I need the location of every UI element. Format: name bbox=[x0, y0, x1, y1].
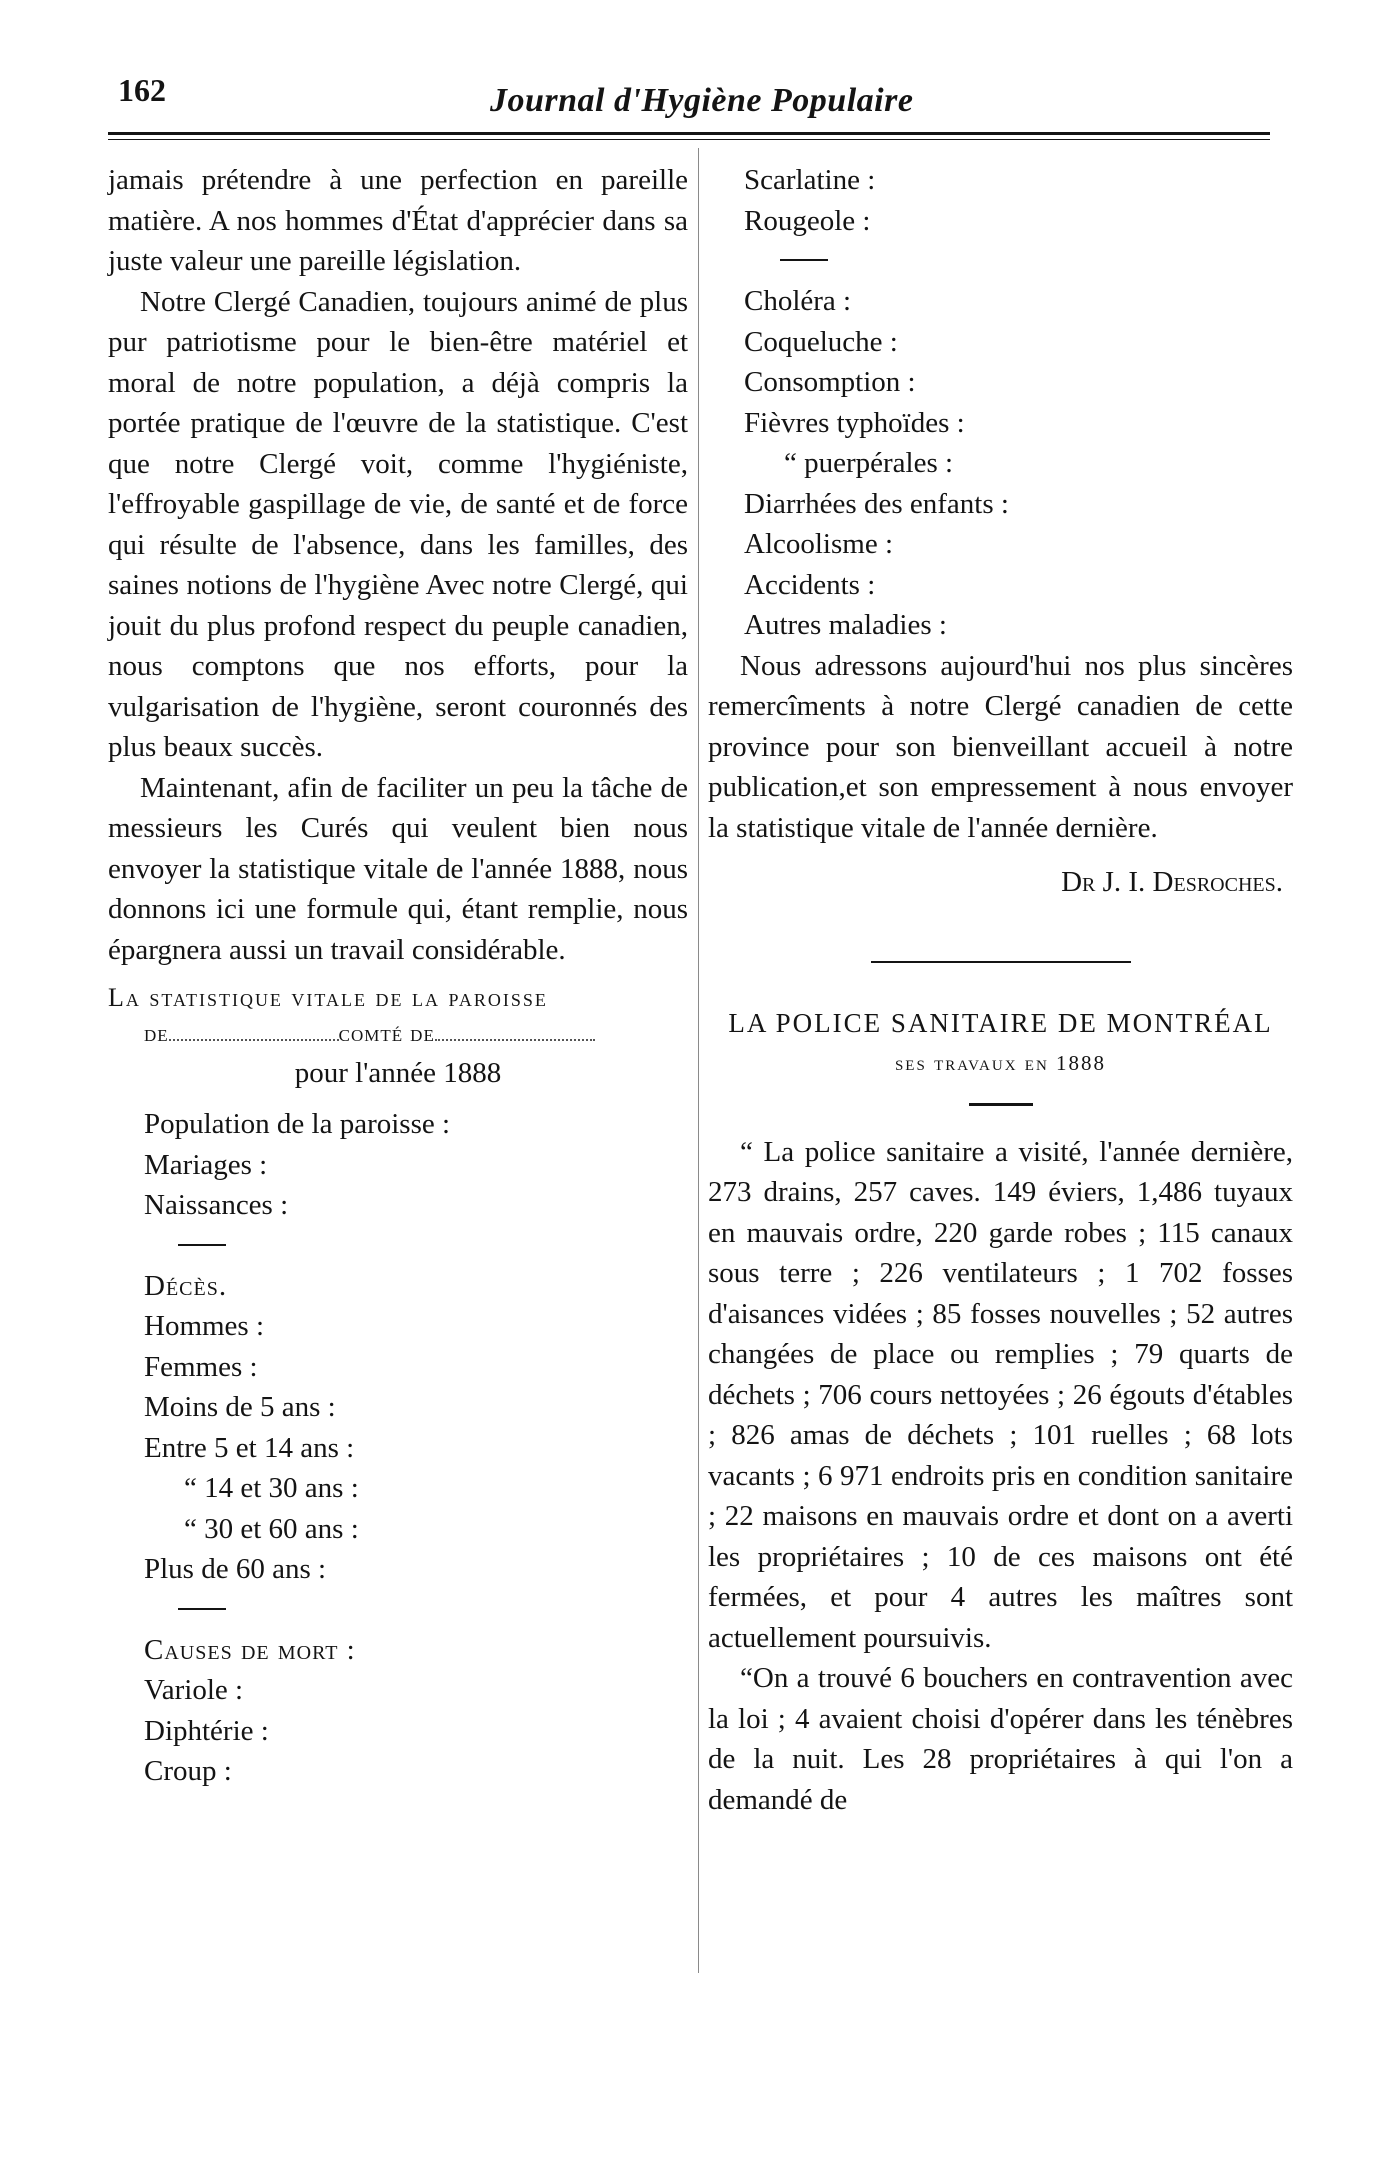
form-field: “ puerpérales : bbox=[784, 447, 954, 479]
form-field: Consomption : bbox=[744, 366, 916, 398]
form-field: Variole : bbox=[144, 1674, 244, 1706]
paragraph: Notre Clergé Canadien, toujours animé de plus pur patriotisme pour le bien-être matériel et moral de notre population, a déjà compris la portée pratique de l'œuvre de la statistique. C'est que notre Clergé voit, comme l'hygiéniste, l'effroyable gaspillage de vie, de santé et de force qui résulte de l'absence, dans les familles, des saines notions de l'hygiène Avec notre Clergé, qui jouit du plus profond respect du peuple canadien, nous comptons que nos efforts, pour la vulgarisation de l'hygiène, seront couronnés des plus beaux succès. bbox=[108, 285, 688, 763]
form-fields bbox=[108, 1104, 688, 1226]
form-field: Rougeole : bbox=[744, 204, 871, 237]
form-field: Naissances : bbox=[144, 1189, 289, 1221]
header-rule-thick bbox=[108, 132, 1270, 135]
form-fields-causes-continued bbox=[708, 160, 1293, 241]
form-fields-deaths bbox=[108, 1266, 688, 1590]
form-field: Alcoolisme : bbox=[744, 528, 894, 560]
form-field: Autres maladies : bbox=[744, 609, 947, 641]
form-field: Plus de 60 ans : bbox=[144, 1553, 327, 1585]
page-number: 162 bbox=[118, 72, 166, 108]
form-year: pour l'année 1888 bbox=[294, 1057, 502, 1089]
right-column bbox=[708, 160, 1293, 1820]
form-fields-diseases bbox=[708, 281, 1293, 646]
form-field: Diphtérie : bbox=[144, 1714, 269, 1747]
form-section-label: Causes de mort : bbox=[144, 1633, 356, 1666]
form-fields-causes bbox=[108, 1630, 688, 1792]
article-subtitle: ses travaux en 1888 bbox=[894, 1050, 1107, 1075]
form-field: “ 30 et 60 ans : bbox=[184, 1512, 359, 1545]
left-column bbox=[108, 160, 688, 1792]
form-field: Scarlatine : bbox=[744, 164, 876, 196]
paragraph: Nous adressons aujourd'hui nos plus sincères remercîments à notre Clergé canadien de cette province pour son bienveillant accueil à notre publication,et son empressement à nous envoyer la statistique vitale de l'année dernière. bbox=[708, 649, 1293, 844]
form-section-label: Décès. bbox=[144, 1269, 228, 1302]
form-field: Choléra : bbox=[744, 285, 852, 317]
form-field: Croup : bbox=[144, 1755, 232, 1787]
blank-field bbox=[169, 1039, 339, 1041]
form-parish-line bbox=[108, 1016, 688, 1052]
form-de-label: de bbox=[144, 1021, 169, 1047]
form-field: Coqueluche : bbox=[744, 325, 898, 358]
dash-separator bbox=[178, 1608, 226, 1610]
signature: Dr J. I. Desroches. bbox=[1061, 866, 1283, 898]
form-field: Entre 5 et 14 ans : bbox=[144, 1431, 355, 1464]
form-field: “ 14 et 30 ans : bbox=[184, 1472, 359, 1504]
form-field: Moins de 5 ans : bbox=[144, 1391, 336, 1423]
form-field: Fièvres typhoïdes : bbox=[744, 406, 965, 439]
form-field: Hommes : bbox=[144, 1310, 265, 1342]
form-title: La statistique vitale de la paroisse bbox=[108, 983, 548, 1012]
dash-separator bbox=[780, 259, 828, 261]
form-field: Diarrhées des enfants : bbox=[744, 487, 1009, 520]
dash-separator bbox=[178, 1244, 226, 1246]
form-comte-label: comté de bbox=[338, 1021, 435, 1047]
paragraph: “On a trouvé 6 bouchers en contravention avec la loi ; 4 avaient choisi d'opérer dans les ténèbres de la nuit. Les 28 propriétaires à qui l'on a demandé de bbox=[708, 1662, 1293, 1816]
form-field: Accidents : bbox=[744, 568, 876, 601]
running-title: Journal d'Hygiène Populaire bbox=[490, 82, 914, 119]
column-divider bbox=[698, 148, 699, 1973]
paragraph: “ La police sanitaire a visité, l'année dernière, 273 drains, 257 caves. 149 éviers, 1,486 tuyaux en mauvais ordre, 220 garde robes ; 115 canaux sous terre ; 226 ventilateurs ; 1 702 fosses d'aisances vidées ; 85 fosses nouvelles ; 52 autres changées de place ou remplies ; 79 quarts de déchets ; 706 cours nettoyées ; 26 égouts d'étables ; 826 amas de déchets ; 101 ruelles ; 68 lots vacants ; 6 971 endroits pris en condition sanitaire ; 22 maisons en mauvais ordre et dont on a averti les propriétaires ; 10 de ces maisons ont été fermées, et pour 4 autres les maîtres sont actuellement poursuivis. bbox=[708, 1135, 1293, 1654]
section-separator bbox=[871, 961, 1131, 963]
header-rule-thin bbox=[108, 139, 1270, 140]
article-title: LA POLICE SANITAIRE DE MONTRÉAL bbox=[728, 1007, 1273, 1038]
paragraph: jamais prétendre à une perfection en pareille matière. A nos hommes d'État d'apprécier dans sa juste valeur une pareille législation. bbox=[108, 164, 688, 277]
form-field: Population de la paroisse : bbox=[144, 1108, 451, 1140]
form-field: Femmes : bbox=[144, 1350, 258, 1383]
blank-field bbox=[435, 1039, 595, 1041]
short-separator bbox=[969, 1103, 1033, 1106]
form-field: Mariages : bbox=[144, 1148, 268, 1181]
paragraph: Maintenant, afin de faciliter un peu la tâche de messieurs les Curés qui veulent bien nous envoyer la statistique vitale de l'année 1888, nous donnons ici une formule qui, étant remplie, nous épargnera aussi un travail considérable. bbox=[108, 771, 688, 966]
